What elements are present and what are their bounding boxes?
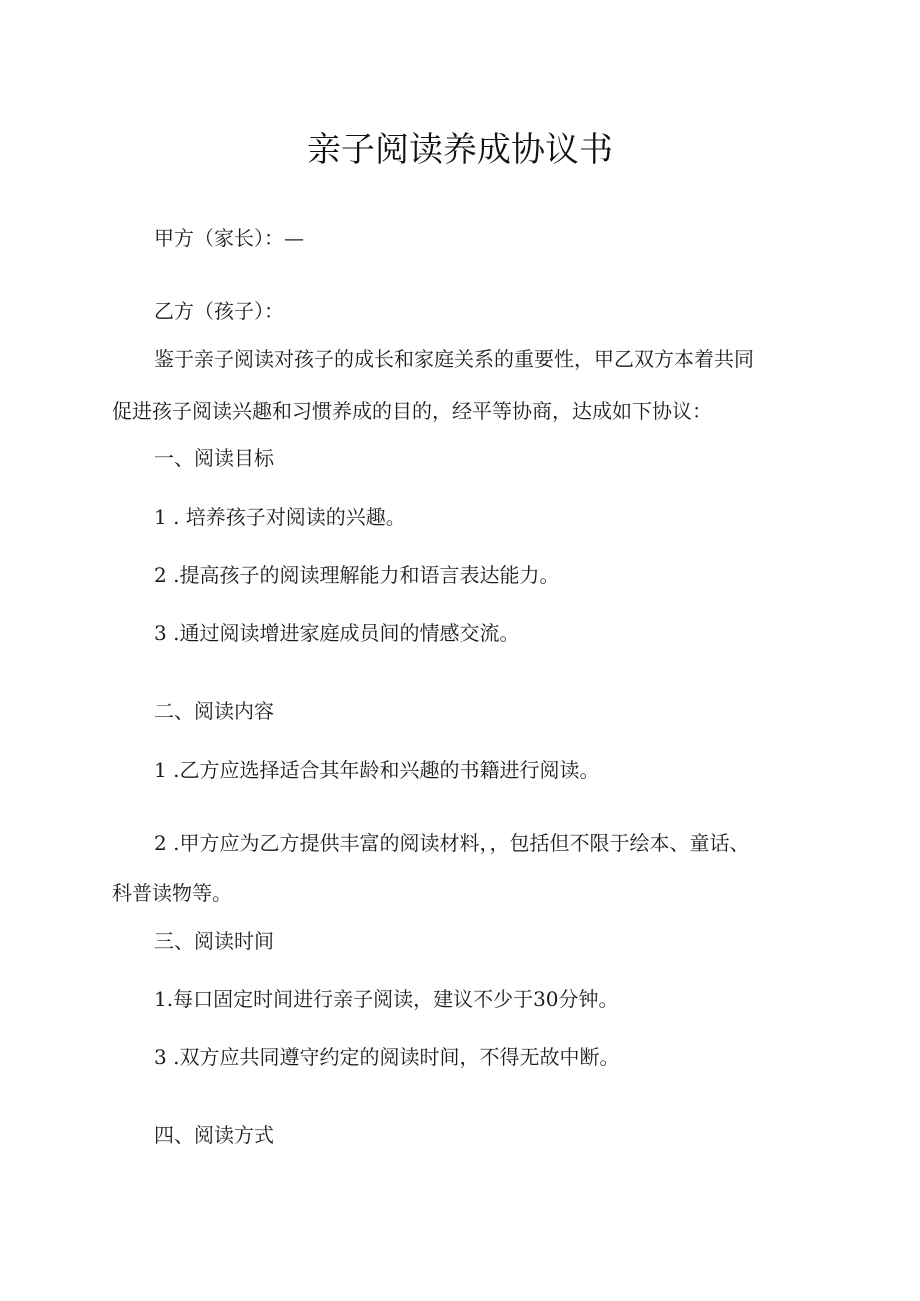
document-title: 亲子阅读养成协议书 <box>307 130 613 170</box>
content-item-2-line-1: 2 .甲方应为乙方提供丰富的阅读材料，，包括但不限于绘本、童话、 <box>154 831 750 855</box>
section-heading-time: 三、阅读时间 <box>154 929 274 953</box>
goal-item-2: 2 .提高孩子的阅读理解能力和语言表达能力。 <box>154 563 560 587</box>
section-heading-method: 四、阅读方式 <box>154 1123 274 1147</box>
goal-item-1: 1 . 培养孩子对阅读的兴趣。 <box>154 505 406 529</box>
time-item-2: 3 .双方应共同遵守约定的阅读时间，不得无故中断。 <box>154 1045 620 1069</box>
goal-item-3: 3 .通过阅读增进家庭成员间的情感交流。 <box>154 621 520 645</box>
content-item-2-line-2: 科普读物等。 <box>112 881 232 905</box>
section-heading-goals: 一、阅读目标 <box>154 446 274 470</box>
intro-paragraph-line-1: 鉴于亲子阅读对孩子的成长和家庭关系的重要性，甲乙双方本着共同 <box>154 347 754 371</box>
section-heading-content: 二、阅读内容 <box>154 699 274 723</box>
party-a-line: 甲方（家长）：— <box>154 226 304 250</box>
party-b-line: 乙方（孩子）： <box>154 299 284 323</box>
time-item-1: 1.每口固定时间进行亲子阅读，建议不少于30分钟。 <box>154 987 619 1011</box>
content-item-1: 1 .乙方应选择适合其年龄和兴趣的书籍进行阅读。 <box>154 758 600 782</box>
intro-paragraph-line-2: 促进孩子阅读兴趣和习惯养成的目的，经平等协商，达成如下协议： <box>112 399 712 423</box>
